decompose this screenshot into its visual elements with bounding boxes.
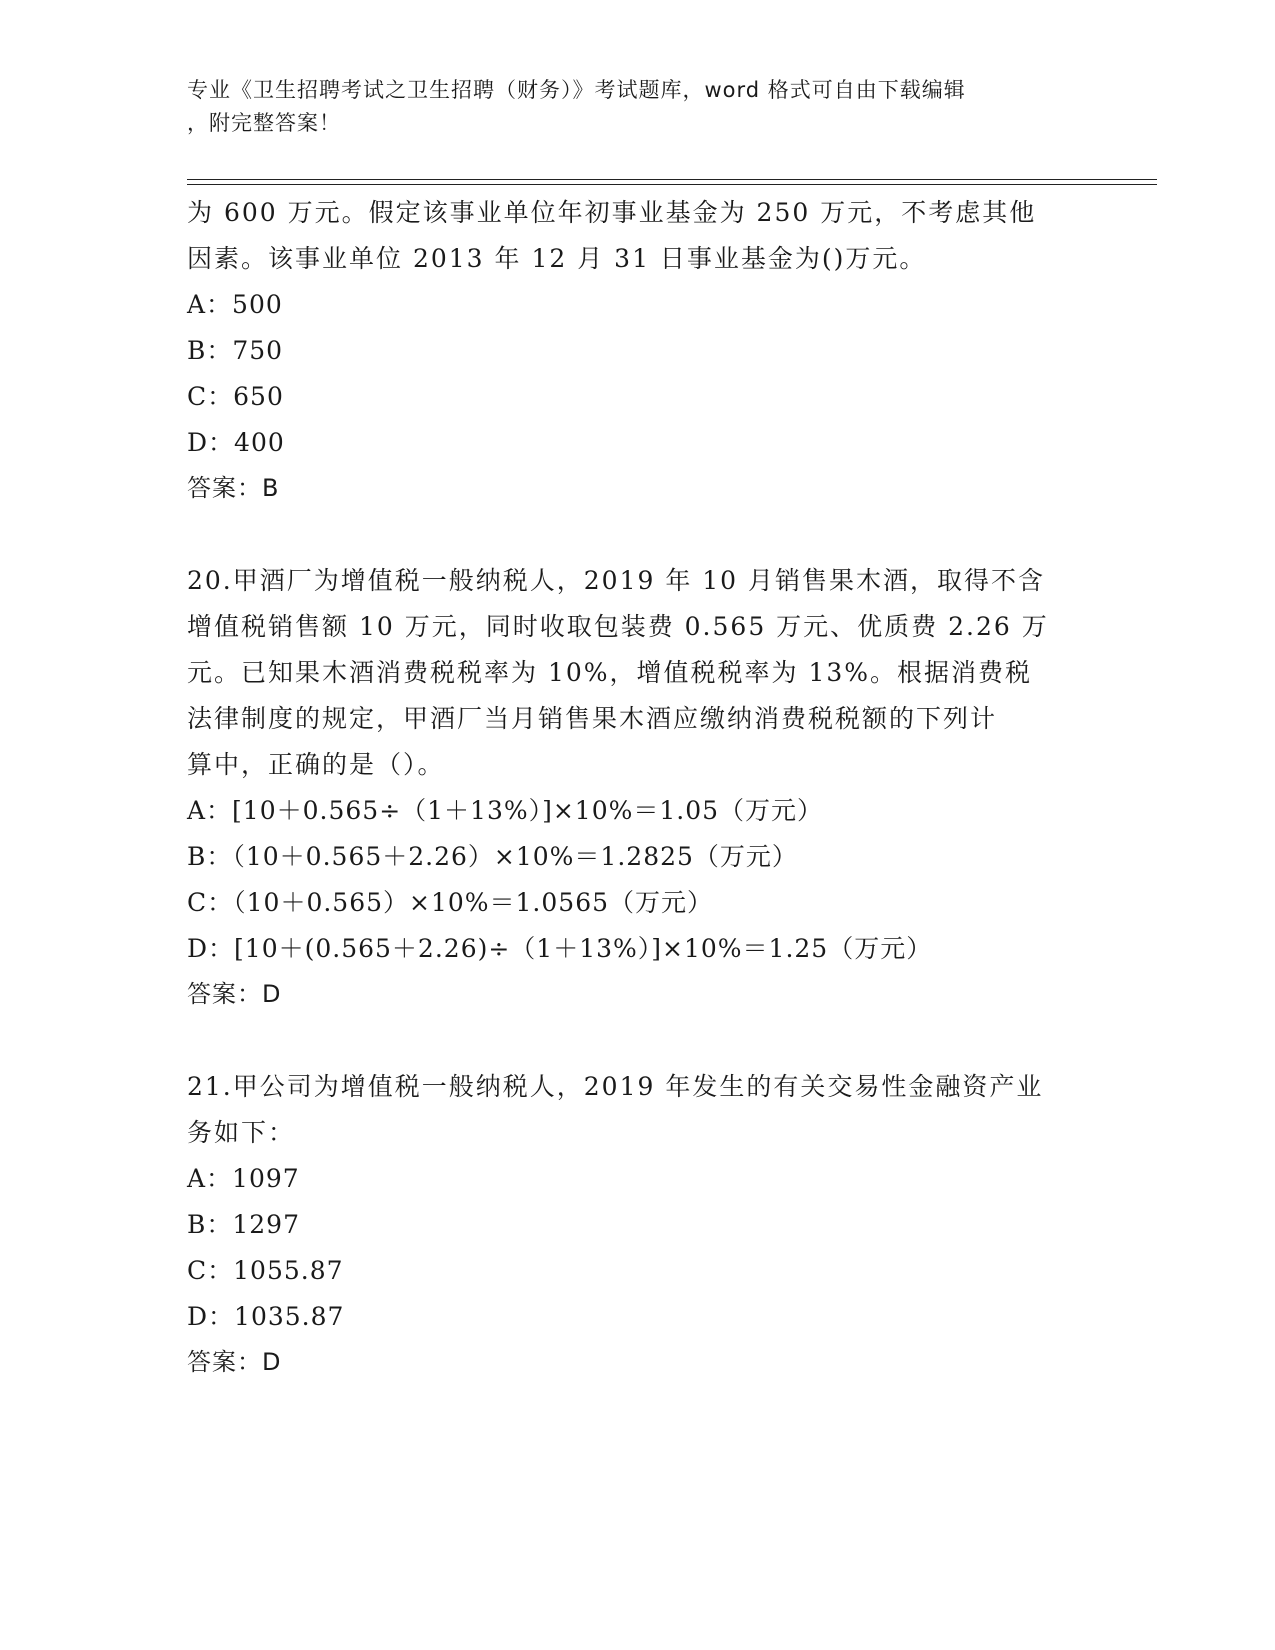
header-divider-top — [187, 179, 1157, 180]
option-c: C：（10＋0.565）×10%＝1.0565（万元） — [187, 888, 713, 917]
answer-label: 答案：B — [187, 474, 280, 502]
question-20 — [187, 558, 1087, 1016]
option-a: A：[10＋0.565÷（1＋13%）]×10%＝1.05（万元） — [187, 796, 824, 825]
question-21 — [187, 1064, 1087, 1384]
spacer — [187, 1016, 1087, 1064]
option-c: C：1055.87 — [187, 1256, 344, 1285]
option-a: A：1097 — [187, 1164, 300, 1193]
question-text-line: 元。已知果木酒消费税税率为 10%，增值税税率为 13%。根据消费税 — [187, 658, 1033, 687]
spacer — [187, 510, 1087, 558]
header-divider-bottom — [187, 184, 1157, 185]
answer-label: 答案：D — [187, 980, 282, 1008]
answer-label: 答案：D — [187, 1348, 282, 1376]
option-a: A：500 — [187, 290, 283, 319]
option-d: D：400 — [187, 428, 285, 457]
option-b: B：（10＋0.565＋2.26）×10%＝1.2825（万元） — [187, 842, 798, 871]
question-19 — [187, 190, 1087, 510]
question-list — [187, 190, 1087, 1384]
question-text-line: 20.甲酒厂为增值税一般纳税人，2019 年 10 月销售果木酒，取得不含 — [187, 566, 1046, 595]
question-text-line: 因素。该事业单位 2013 年 12 月 31 日事业基金为()万元。 — [187, 244, 927, 273]
option-d: D：1035.87 — [187, 1302, 345, 1331]
question-text-line: 算中，正确的是（）。 — [187, 750, 445, 779]
option-b: B：1297 — [187, 1210, 300, 1239]
question-text-line: 为 600 万元。假定该事业单位年初事业基金为 250 万元，不考虑其他 — [187, 198, 1037, 227]
question-text-line: 法律制度的规定，甲酒厂当月销售果木酒应缴纳消费税税额的下列计 — [187, 704, 998, 733]
option-c: C：650 — [187, 382, 284, 411]
question-text-line: 务如下： — [187, 1118, 296, 1147]
document-header — [187, 74, 1087, 140]
question-text-line: 21.甲公司为增值税一般纳税人，2019 年发生的有关交易性金融资产业 — [187, 1072, 1044, 1101]
option-d: D：[10＋(0.565＋2.26)÷（1＋13%）]×10%＝1.25（万元） — [187, 934, 933, 963]
question-text-line: 增值税销售额 10 万元，同时收取包装费 0.565 万元、优质费 2.26 万 — [187, 612, 1049, 641]
option-b: B：750 — [187, 336, 284, 365]
header-title-line-1: 专业《卫生招聘考试之卫生招聘（财务）》考试题库，word 格式可自由下载编辑 — [187, 78, 966, 102]
header-title-line-2: ，附完整答案！ — [187, 111, 341, 135]
